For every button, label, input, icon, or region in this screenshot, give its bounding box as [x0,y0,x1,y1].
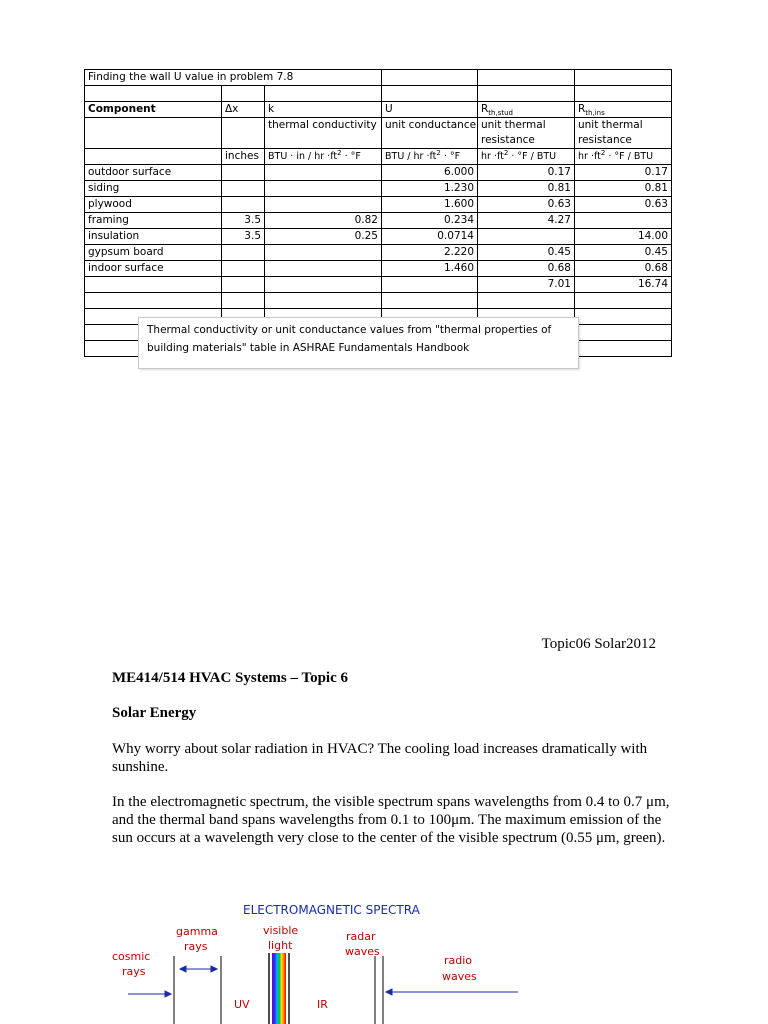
header-r-ins: Rth,ins [575,102,672,118]
figure-title: ELECTROMAGNETIC SPECTRA [243,903,420,917]
table-caption: Finding the wall U value in problem 7.8 [85,70,382,86]
header-k: k [265,102,382,118]
arrow-head-icon [180,966,186,972]
label-uv: UV [234,998,250,1011]
desc-r-ins-2: resistance [575,133,672,149]
label-visible-light: light [268,939,293,952]
desc-r-ins-1: unit thermal [575,118,672,134]
label-cosmic-rays: rays [122,965,146,978]
electromagnetic-spectra-figure [108,898,528,1024]
paragraph-why-solar: Why worry about solar radiation in HVAC? The cooling load increases dramatically with sunshine. [112,741,648,775]
table-row: framing 3.5 0.82 0.234 4.27 [85,213,672,229]
label-visible: visible [263,924,299,937]
label-radio: radio [444,954,473,967]
label-cosmic: cosmic [112,950,151,963]
header-row [85,102,672,118]
arrow-head-icon [211,966,217,972]
label-gamma: gamma [176,925,218,938]
total-r-ins: 16.74 [575,277,672,293]
source-note-textbox: Thermal conductivity or unit conductance values from "thermal properties of building materials" table in ASHRAE Fundamentals Handbook [138,317,579,369]
table-row: outdoor surface 6.000 0.17 0.17 [85,165,672,181]
unit-r-stud: hr $\cdot ft^2 \cdot ^\circ F$ / BTU [478,149,575,165]
units-row [85,149,672,165]
label-radio-waves: waves [442,970,477,983]
header-r-stud: Rth,stud [478,102,575,118]
course-title: ME414/514 HVAC Systems – Topic 6 [112,670,349,686]
header-dx: Δx [222,102,265,118]
totals-row [85,277,672,293]
table-row: plywood 1.600 0.63 0.63 [85,197,672,213]
header-u: U [382,102,478,118]
desc-r-stud-2: resistance [478,133,575,149]
visible-spectrum-band [272,953,286,1024]
label-gamma-rays: rays [184,940,208,953]
table-row: indoor surface 1.460 0.68 0.68 [85,261,672,277]
arrow-head-icon [165,991,171,997]
description-row-1 [85,118,672,134]
table-row: gypsum board 2.220 0.45 0.45 [85,245,672,261]
wall-u-value-spreadsheet [84,69,671,381]
total-r-stud: 7.01 [478,277,575,293]
header-component: Component [85,102,222,118]
label-radar-waves: waves [345,945,380,958]
u-value-table [84,69,672,357]
desc-r-stud-1: unit thermal [478,118,575,134]
unit-r-ins: hr $\cdot ft^2 \cdot ^\circ F$ / BTU [575,149,672,165]
desc-k: thermal conductivity [265,118,382,134]
section-title: Solar Energy [112,705,197,721]
description-row-2 [85,133,672,149]
arrow-head-icon [386,989,392,995]
table-row: siding 1.230 0.81 0.81 [85,181,672,197]
table-row: insulation 3.5 0.25 0.0714 14.00 [85,229,672,245]
unit-dx: inches [222,149,265,165]
unit-k: BTU · in / hr $\cdot ft^2 \cdot ^\circ F$ [265,149,382,165]
label-radar: radar [346,930,376,943]
caption-row [85,70,672,86]
page-label: Topic06 Solar2012 [541,636,656,652]
desc-u: unit conductance [382,118,478,134]
paragraph-spectrum: In the electromagnetic spectrum, the visible spectrum spans wavelengths from 0.4 to 0.7 μm, and the thermal band spans wavelengths from 0.1 to 100μm. The maximum emission of the sun occurs at a wavelength very close to the center of the visible spectrum (0.55 μm, green). [112,794,670,846]
unit-u: BTU / hr $\cdot ft^2 \cdot ^\circ F$ [382,149,478,165]
label-ir: IR [317,998,328,1011]
